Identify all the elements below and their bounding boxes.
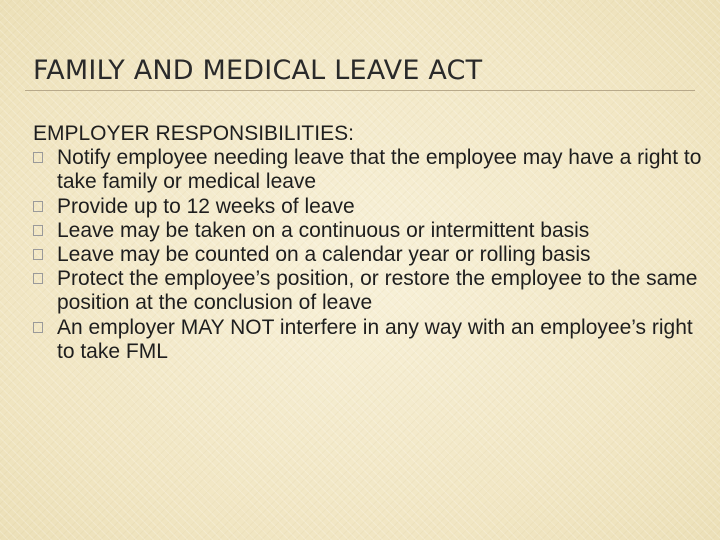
bullet-text: An employer MAY NOT interfere in any way with an employee’s right to take FML [57,315,693,363]
bullet-text: Leave may be taken on a continuous or intermittent basis [57,218,590,242]
bullet-text: Protect the employee’s position, or restore the employee to the same position at the conclusion of leave [57,267,698,315]
bullet-text: Leave may be counted on a calendar year or rolling basis [57,243,591,267]
list-item [33,146,705,194]
list-item [33,267,705,315]
checkbox-square-icon [33,225,43,236]
list-item [33,243,705,267]
slide-title: FAMILY AND MEDICAL LEAVE ACT [33,55,483,86]
bullet-text: Provide up to 12 weeks of leave [57,194,355,218]
list-item [33,316,705,364]
bullet-text: Notify employee needing leave that the employee may have a right to take family or medical leave [57,146,702,194]
bullet-list [33,146,705,364]
checkbox-square-icon [33,249,43,260]
section-heading: EMPLOYER RESPONSIBILITIES: [33,122,354,145]
list-item [33,195,705,219]
checkbox-square-icon [33,322,43,333]
checkbox-square-icon [33,152,43,163]
list-item [33,219,705,243]
slide-body [33,122,705,364]
checkbox-square-icon [33,201,43,212]
checkbox-square-icon [33,273,43,284]
title-divider [25,90,695,91]
